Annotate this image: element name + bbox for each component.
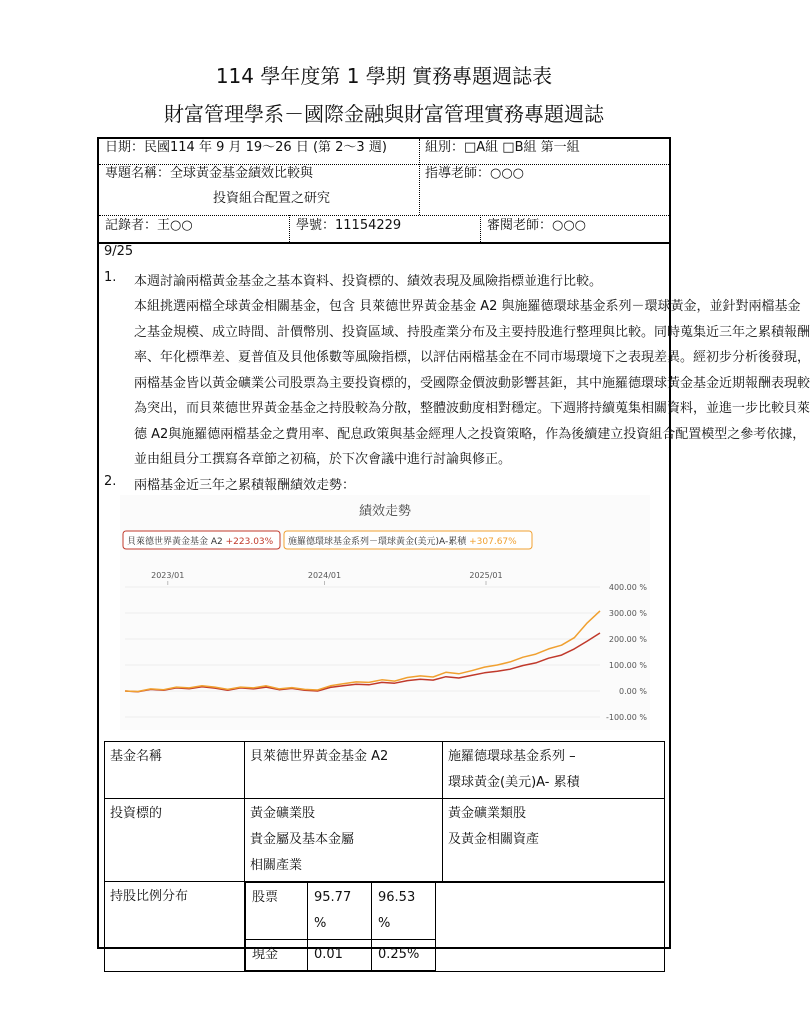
legend-value-schroders: +307.67% <box>469 537 517 547</box>
sub-row-stock <box>246 883 665 940</box>
performance-chart <box>120 495 650 730</box>
cash-a2: 0.01 <box>308 940 372 971</box>
target-a2-line3: 相關產業 <box>250 858 303 873</box>
item1-line: 本組挑選兩檔全球黃金相關基金，包含 貝萊德世界黃金基金 A2 與施羅德環球基金系列－環球黃金，並針對兩檔基金 <box>134 299 801 314</box>
table-row <box>105 882 665 972</box>
col-divider <box>289 215 290 242</box>
item1-line: 率、年化標準差、夏普值及貝他係數等風險指標，以評估兩檔基金在不同市場環境下之表現差異。經初步分析後發現， <box>134 350 810 365</box>
legend-value-a2: +223.03% <box>225 537 274 547</box>
fund-name-a2: 貝萊德世界黃金基金 A2 <box>245 742 443 799</box>
page-title: 114 學年度第 1 學期 實務專題週誌表 <box>215 64 553 88</box>
row-label: 投資標的 <box>105 799 245 882</box>
holding-distribution-cell <box>245 882 665 972</box>
fund-name-schroders-line1: 施羅德環球基金系列 – <box>448 749 576 764</box>
item1-title: 本週討論兩檔黃金基金之基本資料、投資標的、績效表現及風險指標並進行比較。 <box>134 274 603 289</box>
col-divider <box>480 215 481 242</box>
advisor-field: 指導老師：○○○ <box>425 166 525 181</box>
page-subtitle: 財富管理學系－國際金融與財富管理實務專題週誌 <box>164 102 604 126</box>
y-tick-label: 300.00 % <box>608 609 647 618</box>
item2-number: 2. <box>104 474 117 489</box>
x-tick-label: 2023/01 <box>151 571 185 580</box>
target-a2 <box>245 799 443 882</box>
y-tick-label: -100.00 % <box>605 713 647 722</box>
target-a2-line2: 貴金屬及基本金屬 <box>250 832 355 847</box>
row-label: 持股比例分布 <box>105 882 245 972</box>
item1-line: 為突出，而貝萊德世界黃金基金之持股較為分散，整體波動度相對穩定。下週將持續蒐集相關資料，並進一步比較貝萊 <box>134 401 810 416</box>
row-divider <box>99 164 669 165</box>
empty-cell <box>436 883 665 971</box>
target-schroders-line2: 及黃金相關資產 <box>448 832 540 847</box>
col-divider <box>419 139 420 215</box>
stock-a2: 95.77 % <box>308 883 372 940</box>
topic-line2: 投資組合配置之研究 <box>213 191 331 206</box>
target-schroders-line1: 黃金礦業類股 <box>448 806 527 821</box>
y-tick-label: 400.00 % <box>608 583 647 592</box>
student-id-field: 學號：11154229 <box>296 218 402 233</box>
chart-title: 績效走勢 <box>358 504 412 519</box>
x-tick-label: 2024/01 <box>307 571 342 580</box>
fund-name-schroders <box>443 742 665 799</box>
reviewer-field: 審閱老師：○○○ <box>487 218 587 233</box>
row-divider <box>99 215 669 216</box>
item1-line: 兩檔基金皆以黃金礦業公司股票為主要投資標的，受國際金價波動影響甚鉅，其中施羅德環球黃金基金近期報酬表現較 <box>134 376 810 391</box>
recorder-field: 記錄者：王○○ <box>105 218 193 233</box>
item1-number: 1. <box>104 270 117 285</box>
legend-name-schroders: 施羅德環球基金系列－環球黃金(美元)A-累積 <box>288 537 467 547</box>
item1-line: 德 A2與施羅德兩檔基金之費用率、配息政策與基金經理人之投資策略，作為後續建立投資組合配置模型之參考依據， <box>134 427 806 442</box>
y-tick-label: 0.00 % <box>619 687 647 696</box>
log-date: 9/25 <box>104 244 134 259</box>
x-tick-label: 2025/01 <box>469 571 503 580</box>
legend-name-a2: 貝萊德世界黃金基金 A2 <box>127 537 223 547</box>
fund-name-schroders-line2: 環球黃金(美元)A- 累積 <box>448 775 580 790</box>
performance-chart-svg <box>120 495 650 730</box>
holding-subtable <box>245 882 664 971</box>
target-schroders <box>443 799 665 882</box>
y-tick-label: 200.00 % <box>608 635 647 644</box>
sub-label-stock: 股票 <box>246 883 308 940</box>
legend-item-schroders <box>288 535 517 547</box>
item2-title: 兩檔基金近三年之累積報酬績效走勢： <box>134 478 356 493</box>
topic-line1: 專題名稱：全球黃金基金績效比較與 <box>105 166 314 181</box>
stock-schroders: 96.53 % <box>372 883 436 940</box>
legend-item-a2 <box>127 535 274 547</box>
date-field: 日期：民國114 年 9 月 19～26 日 (第 2～3 週) <box>105 140 387 155</box>
sub-label-cash: 現金 <box>246 940 308 971</box>
comparison-table <box>104 741 665 972</box>
y-tick-label: 100.00 % <box>608 661 647 670</box>
table-row <box>105 742 665 799</box>
target-a2-line1: 黃金礦業股 <box>250 806 316 821</box>
item1-line: 並由組員分工撰寫各章節之初稿，於下次會議中進行討論與修正。 <box>134 452 512 467</box>
item1-line: 之基金規模、成立時間、計價幣別、投資區域、持股產業分布及主要持股進行整理與比較。同時蒐集近三年之累積報酬 <box>134 325 810 340</box>
section-divider <box>99 242 669 244</box>
row-label: 基金名稱 <box>105 742 245 799</box>
cash-schroders: 0.25% <box>372 940 436 971</box>
table-row <box>105 799 665 882</box>
group-field: 組別：□A組 □B組 第一組 <box>425 140 580 155</box>
chart-legend <box>123 531 532 549</box>
